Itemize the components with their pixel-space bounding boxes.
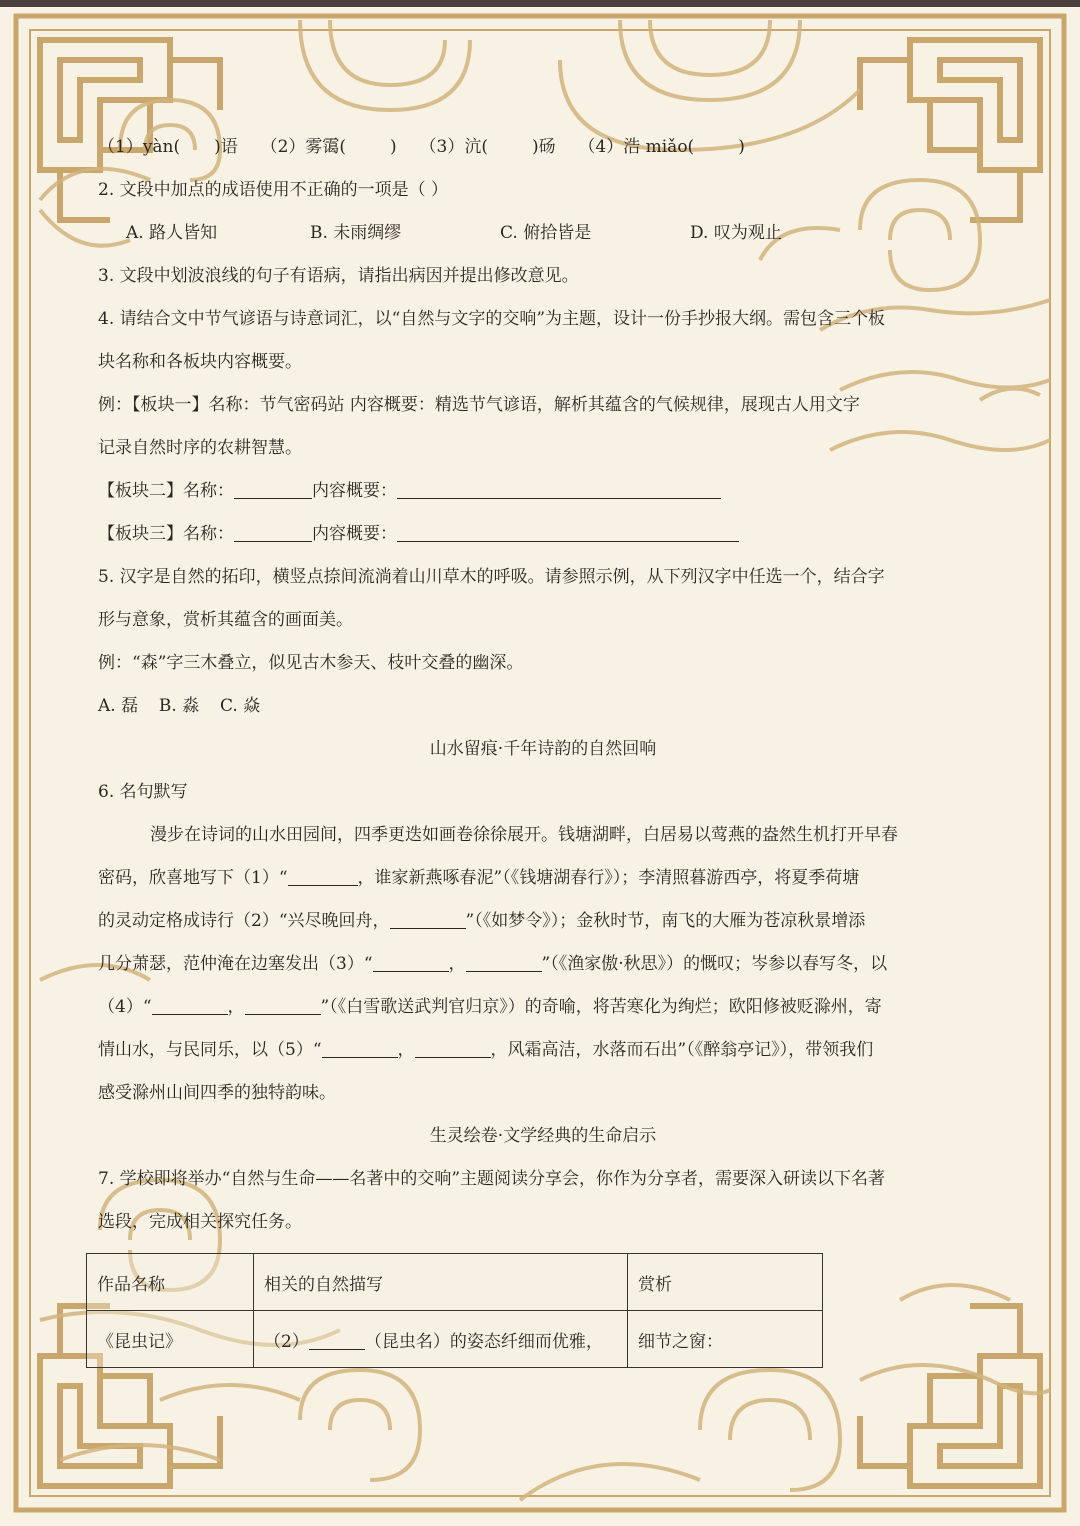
section-title-1: 山水留痕·千年诗韵的自然回响 (429, 739, 657, 759)
q6-line-7: 感受滁州山间四季的独特韵味。 (98, 1083, 336, 1103)
fill-blank-5b[interactable] (415, 1037, 491, 1058)
q6-l5-text-c: ”（《白雪歌送武判官归京》）的奇喻，将苦寒化为绚烂；欧阳修被贬滁州，寄 (320, 997, 882, 1017)
cell-work-name: 《昆虫记》 (87, 1311, 254, 1368)
q6-l3-text-a: 的灵动定格成诗行（2）“兴尽晚回舟， (98, 911, 390, 931)
q5-option-b: B. 淼 (158, 696, 200, 716)
block2-name-label: 【板块二】名称： (98, 481, 234, 501)
header-work-name: 作品名称 (87, 1254, 254, 1311)
q6-line-6 (98, 1029, 988, 1072)
q1-item-3: （3）沆( (419, 137, 488, 157)
block2-summary-blank[interactable] (397, 478, 721, 499)
q1-item-3-end: )砀 (531, 137, 556, 157)
desc-text: （昆虫名）的姿态纤细而优雅， (364, 1331, 603, 1352)
cell-analysis: 细节之窗： (628, 1311, 823, 1368)
q6-stem: 6. 名句默写 (98, 782, 188, 802)
q6-l4-comma: ， (448, 954, 466, 974)
q3-stem: 3. 文段中划波浪线的句子有语病，请指出病因并提出修改意见。 (98, 266, 579, 286)
q4-example-2: 记录自然时序的农耕智慧。 (98, 438, 302, 458)
q1-item-1-end: )语 (214, 137, 238, 157)
q2-options (98, 212, 988, 255)
fill-blank-1[interactable] (288, 865, 358, 886)
q4-block-2 (98, 470, 988, 513)
fill-blank-2[interactable] (390, 908, 466, 929)
block3-name-blank[interactable] (234, 521, 312, 542)
fill-blank-4a[interactable] (152, 994, 228, 1015)
q6-line-5 (98, 986, 988, 1029)
q1-item-2: （2）雾霭( (260, 137, 347, 157)
header-nature-description: 相关的自然描写 (254, 1254, 628, 1311)
q2-option-a: A. 路人皆知 (126, 223, 218, 243)
q7-line-2: 选段，完成相关探究任务。 (98, 1212, 302, 1232)
q4-line-2: 块名称和各板块内容概要。 (98, 352, 302, 372)
fill-blank-3a[interactable] (373, 951, 449, 972)
q2-option-b: B. 未雨绸缪 (310, 223, 402, 243)
q6-l2-text-a: 密码，欣喜地写下（1）“ (98, 868, 288, 888)
top-edge-bar (0, 0, 1080, 7)
q4-line-1: 4. 请结合文中节气谚语与诗意词汇，以“自然与文字的交响”为主题，设计一份手抄报大纲。需包含三个板 (98, 309, 886, 329)
cell-nature-description (254, 1311, 628, 1368)
q7-line-1: 7. 学校即将举办“自然与生命——名著中的交响”主题阅读分享会，你作为分享者，需要深入研读以下名著 (98, 1169, 886, 1189)
q6-l5-text-a: （4）“ (98, 997, 152, 1017)
q6-l3-text-b: ”（《如梦令》）；金秋时节，南飞的大雁为苍凉秋景增添 (465, 911, 866, 931)
q6-l2-text-b: ，谁家新燕啄春泥”（《钱塘湖春行》）；李清照暮游西亭，将夏季荷塘 (357, 868, 860, 888)
table-row (87, 1311, 823, 1368)
q5-line-2: 形与意象，赏析其蕴含的画面美。 (98, 610, 353, 630)
q1-item-4: （4）浩 miǎo( (578, 137, 695, 157)
section-title-2: 生灵绘卷·文学经典的生命启示 (429, 1126, 657, 1146)
q6-l6-text-a: 情山水，与民同乐，以（5）“ (98, 1040, 322, 1060)
q4-block-3 (98, 513, 988, 556)
q6-line-1: 漫步在诗词的山水田园间，四季更迭如画卷徐徐展开。钱塘湖畔，白居易以莺燕的盎然生机打开早春 (150, 825, 898, 845)
q5-options (98, 685, 988, 728)
q6-l4-text-a: 几分萧瑟，范仲淹在边塞发出（3）“ (98, 954, 373, 974)
works-table (86, 1253, 823, 1368)
fill-blank-5a[interactable] (322, 1037, 398, 1058)
q6-l6-comma: ， (397, 1040, 415, 1060)
q1-item-4-end: ) (738, 137, 745, 157)
q6-line-4 (98, 943, 988, 986)
block3-summary-blank[interactable] (397, 521, 739, 542)
q6-line-2 (98, 857, 988, 900)
fill-blank-3b[interactable] (466, 951, 542, 972)
block3-name-label: 【板块三】名称： (98, 524, 234, 544)
desc-index: （2） (264, 1331, 309, 1352)
corner-lattice-br (860, 1306, 1040, 1486)
q5-option-a: A. 磊 (98, 696, 139, 716)
block2-name-blank[interactable] (234, 478, 312, 499)
fill-blank-4b[interactable] (245, 994, 321, 1015)
q1-item-1: （1）yàn( (98, 137, 181, 157)
q2-option-d: D. 叹为观止 (690, 223, 782, 243)
q5-option-c: C. 焱 (220, 696, 261, 716)
insect-name-blank[interactable] (309, 1329, 365, 1350)
q5-line-1: 5. 汉字是自然的拓印，横竖点捺间流淌着山川草木的呼吸。请参照示例，从下列汉字中任选一个，结合字 (98, 567, 885, 587)
q1-item-2-end: ) (390, 137, 397, 157)
q6-line-3 (98, 900, 988, 943)
q4-example-1: 例：【板块一】名称：节气密码站 内容概要：精选节气谚语，解析其蕴含的气候规律，展现古人用文字 (98, 395, 860, 415)
worksheet-content (98, 126, 988, 1244)
header-analysis: 赏析 (628, 1254, 823, 1311)
q6-l4-text-c: ”（《渔家傲·秋思》）的慨叹；岑参以春写冬，以 (541, 954, 888, 974)
q6-l6-text-c: ，风霜高洁，水落而石出”（《醉翁亭记》），带领我们 (490, 1040, 874, 1060)
table-header-row (87, 1254, 823, 1311)
q2-option-c: C. 俯拾皆是 (500, 223, 592, 243)
q2-stem: 2. 文段中加点的成语使用不正确的一项是（ ） (98, 180, 449, 200)
block2-summary-label: 内容概要： (312, 481, 397, 501)
q1-pinyin-line (98, 126, 988, 169)
q6-l5-comma: ， (227, 997, 245, 1017)
q5-example: 例：“森”字三木叠立，似见古木参天、枝叶交叠的幽深。 (98, 653, 524, 673)
block3-summary-label: 内容概要： (312, 524, 397, 544)
